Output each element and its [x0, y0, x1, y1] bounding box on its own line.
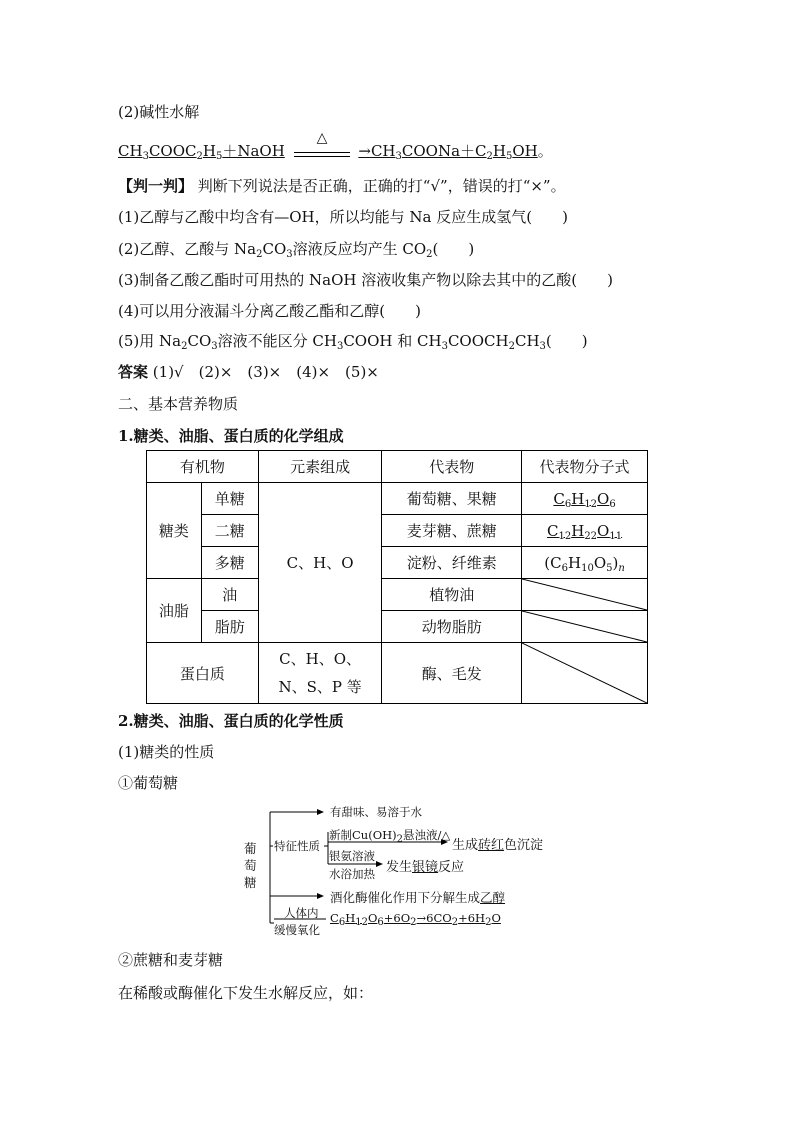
judge-item-1: (1)乙醇与乙酸中均含有—OH，所以均能与 Na 反应生成氢气( )	[118, 208, 568, 226]
judge-item-4: (4)可以用分液漏斗分离乙酸乙酯和乙醇( )	[118, 302, 421, 320]
table-cell: 二糖	[201, 515, 258, 547]
judge-intro: 【判一判】 判断下列说法是否正确，正确的打“√”，错误的打“×”。	[118, 177, 566, 195]
table-cell: 油	[201, 579, 258, 611]
glucose-property-diagram	[240, 800, 570, 940]
hydrolysis-note: 在稀酸或酶催化下发生水解反应，如：	[118, 984, 374, 1002]
composition-table	[146, 450, 648, 704]
diagram-fermentation: 酒化酶催化作用下分解生成乙醇	[330, 890, 506, 905]
subheading-sugar-properties: (1)糖类的性质	[118, 743, 215, 761]
formula-cell: $C_6H_{12}O_6$	[522, 483, 648, 515]
diagram-feature: 特征性质	[274, 839, 320, 853]
diagram-silver-ammonia: 银氨溶液	[329, 849, 375, 863]
sucrose-heading: ②蔗糖和麦芽糖	[118, 951, 224, 969]
subheading-composition: 1.糖类、油脂、蛋白质的化学组成	[118, 427, 344, 445]
empty-diagonal-cell	[522, 643, 648, 704]
diagram-water-bath: 水浴加热	[329, 867, 375, 881]
elements-cho: C、H、O	[258, 483, 382, 643]
empty-diagonal-cell	[522, 579, 648, 611]
diagram-cuoh2: 新制$Cu(OH)_2$悬浊液/△	[329, 828, 451, 845]
table-cell: 多糖	[201, 547, 258, 579]
glucose-heading: ①葡萄糖	[118, 774, 179, 792]
table-cell: 单糖	[201, 483, 258, 515]
equation-reactant: $CH_3COOC_2H_5+NaOH$	[118, 142, 285, 162]
judge-item-2: (2)乙醇、乙酸与 $Na_2CO_3$溶液反应均产生 $CO_2$( )	[118, 240, 475, 260]
table-header: 元素组成	[258, 451, 382, 483]
diagram-red-precipitate: 生成砖红色沉淀	[452, 838, 544, 853]
diagram-in-body: 人体内	[284, 906, 319, 920]
group-sugar: 糖类	[147, 483, 202, 579]
table-cell: 动物脂肪	[382, 611, 522, 643]
table-header: 有机物	[147, 451, 259, 483]
judge-tag: 【判一判】	[118, 177, 194, 195]
table-cell: 植物油	[382, 579, 522, 611]
judge-item-3: (3)制备乙酸乙酯时可用热的 NaOH 溶液收集产物以除去其中的乙酸( )	[118, 271, 613, 289]
diagram-sweet-soluble: 有甜味、易溶于水	[330, 805, 422, 819]
table-header: 代表物	[382, 451, 522, 483]
table-cell: 麦芽糖、蔗糖	[382, 515, 522, 547]
group-fat: 油脂	[147, 579, 202, 643]
hydrolysis-heading: (2)碱性水解	[118, 103, 200, 121]
elements-protein: C、H、O、 N、S、P 等	[258, 643, 382, 704]
table-row	[147, 643, 648, 704]
diagram-silver-mirror: 发生银镜反应	[386, 860, 465, 875]
hydrolysis-equation: $CH_3COOC_2H_5+NaOH$ △ $\to CH_3COONa+C_2H_5OH$。	[118, 130, 553, 162]
table-header: 代表物分子式	[522, 451, 648, 483]
table-row	[147, 579, 648, 611]
answers: 答案 (1)√ (2)× (3)× (4)× (5)×	[118, 363, 379, 381]
table-cell: 酶、毛发	[382, 643, 522, 704]
table-header-row	[147, 451, 648, 483]
section-heading: 二、基本营养物质	[118, 395, 239, 413]
formula-cell: $(C_6H_{10}O_5)_n$	[522, 547, 648, 579]
table-cell: 葡萄糖、果糖	[382, 483, 522, 515]
table-cell: 脂肪	[201, 611, 258, 643]
table-row	[147, 515, 648, 547]
subheading-properties: 2.糖类、油脂、蛋白质的化学性质	[118, 712, 344, 730]
reaction-condition: △	[290, 141, 354, 161]
table-cell: 淀粉、纤维素	[382, 547, 522, 579]
group-protein: 蛋白质	[147, 643, 259, 704]
diagram-slow-oxidation: 缓慢氧化	[274, 923, 320, 937]
diagram-root: 葡 萄 糖	[244, 841, 257, 890]
table-row	[147, 611, 648, 643]
table-row	[147, 483, 648, 515]
table-row	[147, 547, 648, 579]
empty-diagonal-cell	[522, 611, 648, 643]
judge-item-5: (5)用 $Na_2CO_3$溶液不能区分 $CH_3COOH$ 和 $CH_3COOCH_2CH_3$( )	[118, 332, 588, 352]
diagram-oxidation-equation: $C_6H_{12}O_6+6O_2\to 6CO_2+6H_2O$	[330, 911, 501, 928]
equation-product: $\to CH_3COONa+C_2H_5OH$	[358, 142, 538, 162]
formula-cell: $C_{12}H_{22}O_{11}$	[522, 515, 648, 547]
